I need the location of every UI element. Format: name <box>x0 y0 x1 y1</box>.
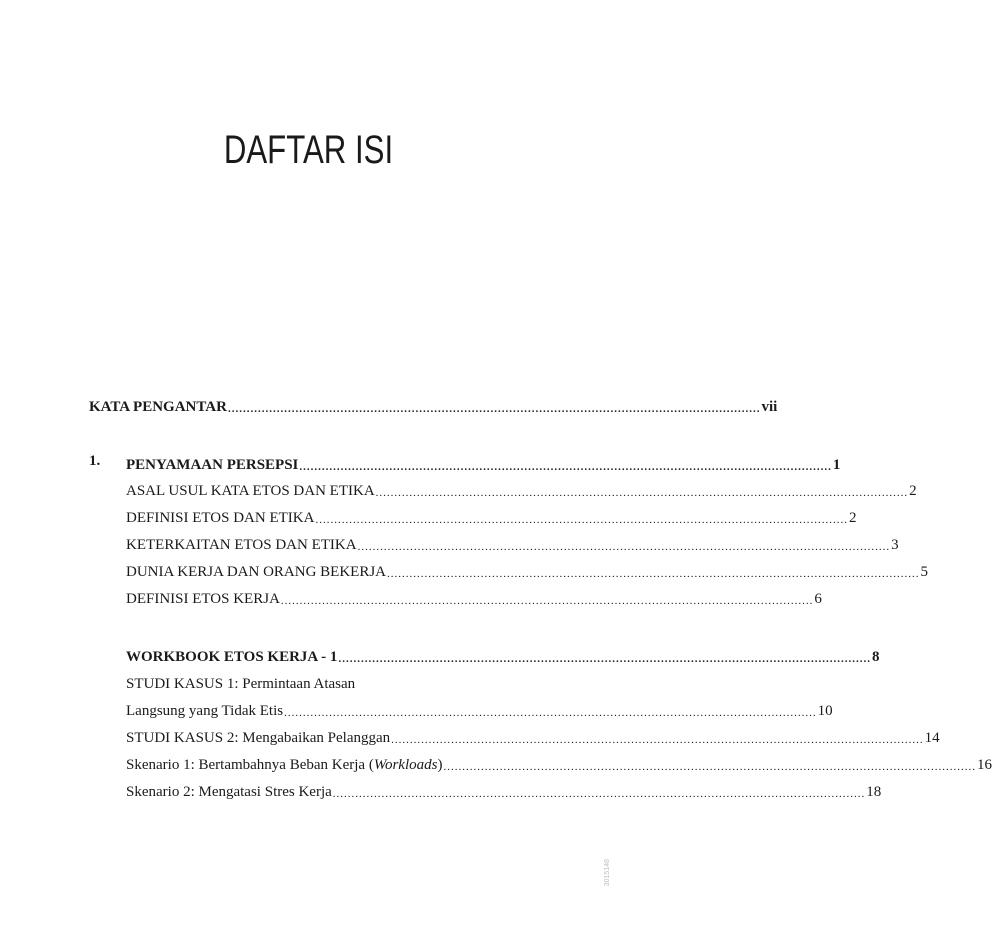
toc-entry-preface[interactable] <box>89 394 778 416</box>
toc-entry-page: 2 <box>848 510 857 526</box>
toc-leader-dots: .............................................................................................................................................. <box>332 788 866 800</box>
toc-entry-label: DEFINISI ETOS DAN ETIKA <box>126 510 315 526</box>
toc-entry-scenario2[interactable] <box>126 779 882 801</box>
toc-entry-label: Skenario 2: Mengatasi Stres Kerja <box>126 784 332 800</box>
toc-entry-label: DUNIA KERJA DAN ORANG BEKERJA <box>126 564 387 580</box>
toc-entry-page: vii <box>761 399 778 415</box>
toc-entry-page: 1 <box>832 457 841 473</box>
toc-entry-definisi-etos-kerja[interactable] <box>126 586 822 608</box>
toc-entry-page: 8 <box>871 649 880 665</box>
toc-entry-workbook[interactable] <box>126 644 880 666</box>
toc-entry-page: 18 <box>866 784 882 800</box>
toc-leader-dots: .............................................................................................................................................. <box>315 514 848 526</box>
toc-entry-case2[interactable] <box>126 725 940 747</box>
toc-entry-chapter-1[interactable] <box>126 452 841 474</box>
toc-leader-dots: .............................................................................................................................................. <box>227 403 761 415</box>
scenario1-italic: Workloads <box>373 757 438 773</box>
toc-entry-page: 2 <box>909 483 917 499</box>
toc-entry-label: ASAL USUL KATA ETOS DAN ETIKA <box>126 483 375 499</box>
toc-entry-label: WORKBOOK ETOS KERJA - 1 <box>126 649 338 665</box>
toc-entry-page: 10 <box>817 703 833 719</box>
toc-entry-page: 3 <box>891 537 899 553</box>
toc-leader-dots: .............................................................................................................................................. <box>284 707 817 719</box>
toc-entry-dunia-kerja[interactable] <box>126 559 929 581</box>
toc-entry-page: 5 <box>920 564 929 580</box>
toc-leader-dots: .............................................................................................................................................. <box>338 653 871 665</box>
toc-leader-dots: .............................................................................................................................................. <box>357 541 891 553</box>
toc-entry-case1-line1[interactable]: STUDI KASUS 1: Permintaan Atasan <box>126 676 356 692</box>
page-title: DAFTAR ISI <box>223 128 394 172</box>
toc-entry-page: 6 <box>814 591 822 607</box>
toc-entry-label: KATA PENGANTAR <box>89 399 227 415</box>
toc-entry-page: 14 <box>924 730 940 746</box>
toc-entry-asal-usul[interactable] <box>126 478 917 500</box>
toc-leader-dots: .............................................................................................................................................. <box>375 487 909 499</box>
toc-entry-page: 16 <box>976 757 992 773</box>
toc-entry-label: STUDI KASUS 2: Mengabaikan Pelanggan <box>126 730 391 746</box>
toc-leader-dots: .............................................................................................................................................. <box>387 568 920 580</box>
toc-entry-definisi-etos-etika[interactable] <box>126 505 857 527</box>
toc-leader-dots: .............................................................................................................................................. <box>391 734 924 746</box>
scenario1-prefix: Skenario 1: Bertambahnya Beban Kerja ( <box>126 757 374 773</box>
toc-entry-label <box>126 756 442 774</box>
chapter-number: 1. <box>89 453 101 469</box>
toc-entry-label: Langsung yang Tidak Etis <box>126 703 284 719</box>
toc-entry-label: KETERKAITAN ETOS DAN ETIKA <box>126 537 357 553</box>
toc-entry-case1[interactable] <box>126 698 833 720</box>
side-watermark: 3015148 <box>604 858 611 886</box>
toc-entry-label: DEFINISI ETOS KERJA <box>126 591 280 607</box>
toc-leader-dots: .............................................................................................................................................. <box>443 761 976 773</box>
scenario1-suffix: ) <box>437 757 443 773</box>
toc-entry-scenario1[interactable] <box>126 752 992 774</box>
toc-entry-label: PENYAMAAN PERSEPSI <box>126 457 299 473</box>
toc-leader-dots: .............................................................................................................................................. <box>280 595 814 607</box>
toc-leader-dots: .............................................................................................................................................. <box>299 461 832 473</box>
toc-entry-keterkaitan[interactable] <box>126 532 899 554</box>
